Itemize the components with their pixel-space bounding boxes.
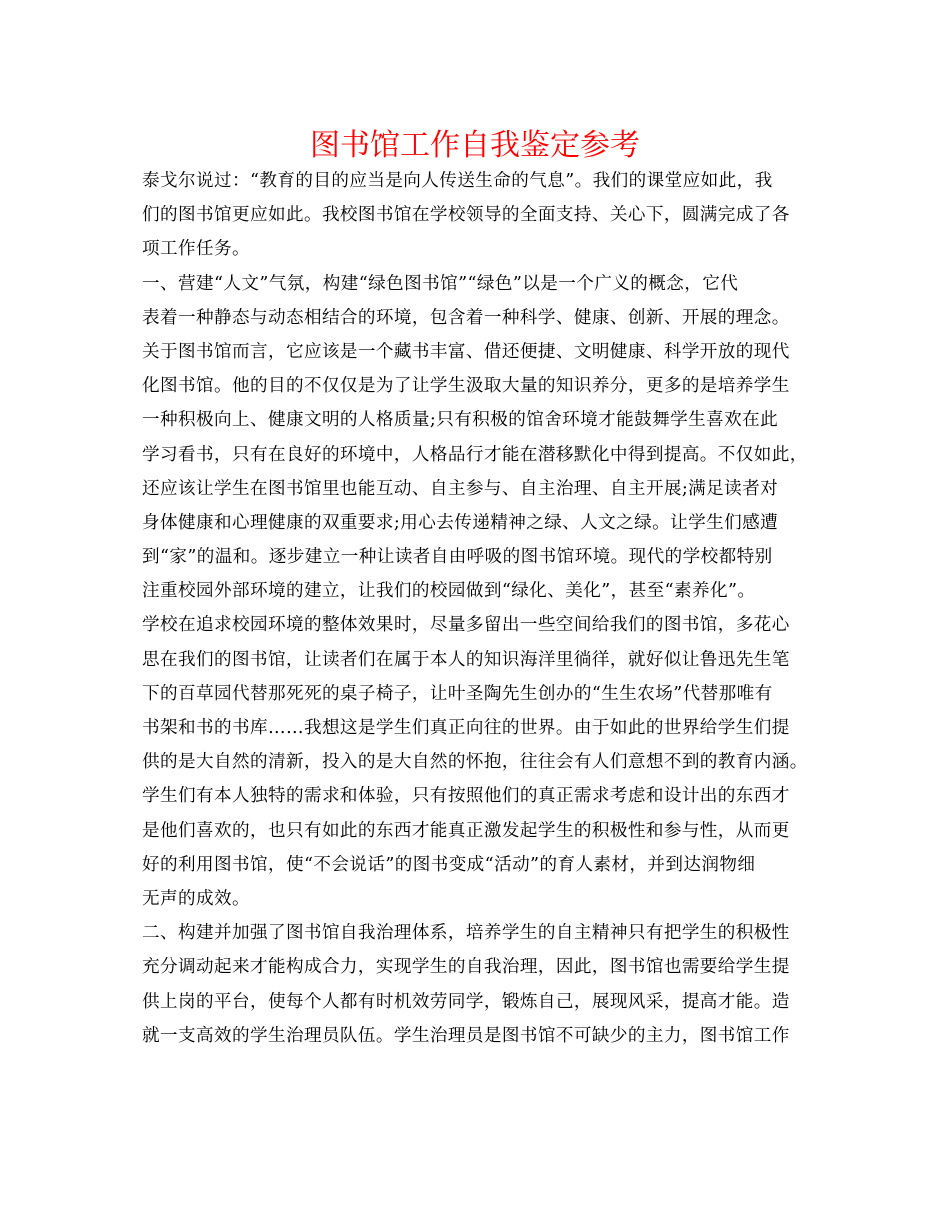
- text-line: 身体健康和心理健康的双重要求;用心去传递精神之绿、人文之绿。让学生们感遭: [142, 512, 779, 533]
- text-line: 学校在追求校园环境的整体效果时，尽量多留出一些空间给我们的图书馆，多花心: [142, 615, 790, 636]
- text-line: 们的图书馆更应如此。我校图书馆在学校领导的全面支持、关心下，圆满完成了各: [142, 205, 790, 226]
- text-line: 还应该让学生在图书馆里也能互动、自主参与、自主治理、自主开展;满足读者对: [142, 478, 779, 499]
- text-line: 书架和书的书库……我想这是学生们真正向往的世界。由于如此的世界给学生们提: [142, 718, 790, 738]
- text-line: 二、构建并加强了图书馆自我治理体系，培养学生的自主精神只有把学生的积极性: [142, 923, 790, 944]
- text-line: 到“家”的温和。逐步建立一种让读者自由呼吸的图书馆环境。现代的学校都特别: [142, 547, 773, 568]
- text-line: 泰戈尔说过：“教育的目的应当是向人传送生命的气息”。我们的课堂应如此，我: [142, 171, 773, 191]
- text-line: 思在我们的图书馆，让读者们在属于本人的知识海洋里徜徉，就好似让鲁迅先生笔: [142, 649, 790, 670]
- text-line: 关于图书馆而言，它应该是一个藏书丰富、借还便捷、文明健康、科学开放的现代: [142, 341, 790, 362]
- text-line: 一、营建“人文”气氛，构建“绿色图书馆”“绿色”以是一个广义的概念，它代: [142, 273, 739, 294]
- text-line: 表着一种静态与动态相结合的环境，包含着一种科学、健康、创新、开展的理念。: [142, 307, 790, 328]
- text-line: 学习看书，只有在良好的环境中，人格品行才能在潜移默化中得到提高。不仅如此，: [142, 444, 808, 465]
- text-line: 学生们有本人独特的需求和体验，只有按照他们的真正需求考虑和设计出的东西才: [142, 786, 790, 807]
- text-line: 下的百草园代替那死死的桌子椅子，让叶圣陶先生创办的“生生农场”代替那唯有: [142, 683, 773, 704]
- document-body: [142, 164, 822, 1053]
- text-line: 化图书馆。他的目的不仅仅是为了让学生汲取大量的知识养分，更多的是培养学生: [142, 376, 790, 397]
- text-line: 一种积极向上、健康文明的人格质量;只有积极的馆舍环境才能鼓舞学生喜欢在此: [142, 410, 779, 431]
- text-line: 充分调动起来才能构成合力，实现学生的自我治理，因此，图书馆也需要给学生提: [142, 957, 790, 978]
- text-line: 无声的成效。: [142, 888, 250, 909]
- text-line: 项工作任务。: [142, 239, 250, 260]
- text-line: 供的是大自然的清新，投入的是大自然的怀抱，往往会有人们意想不到的教育内涵。: [142, 752, 808, 773]
- text-line: 供上岗的平台，使每个人都有时机效劳同学，锻炼自己，展现风采，提高才能。造: [142, 991, 790, 1012]
- text-line: 注重校园外部环境的建立，让我们的校园做到“绿化、美化”，甚至“素养化”。: [142, 581, 756, 602]
- text-line: 是他们喜欢的，也只有如此的东西才能真正激发起学生的积极性和参与性，从而更: [142, 820, 790, 841]
- text-line: 好的利用图书馆，使“不会说话”的图书变成“活动”的育人素材，并到达润物细: [142, 854, 756, 875]
- document-title: 图书馆工作自我鉴定参考: [310, 128, 640, 163]
- text-line: 就一支高效的学生治理员队伍。学生治理员是图书馆不可缺少的主力，图书馆工作: [142, 1025, 790, 1046]
